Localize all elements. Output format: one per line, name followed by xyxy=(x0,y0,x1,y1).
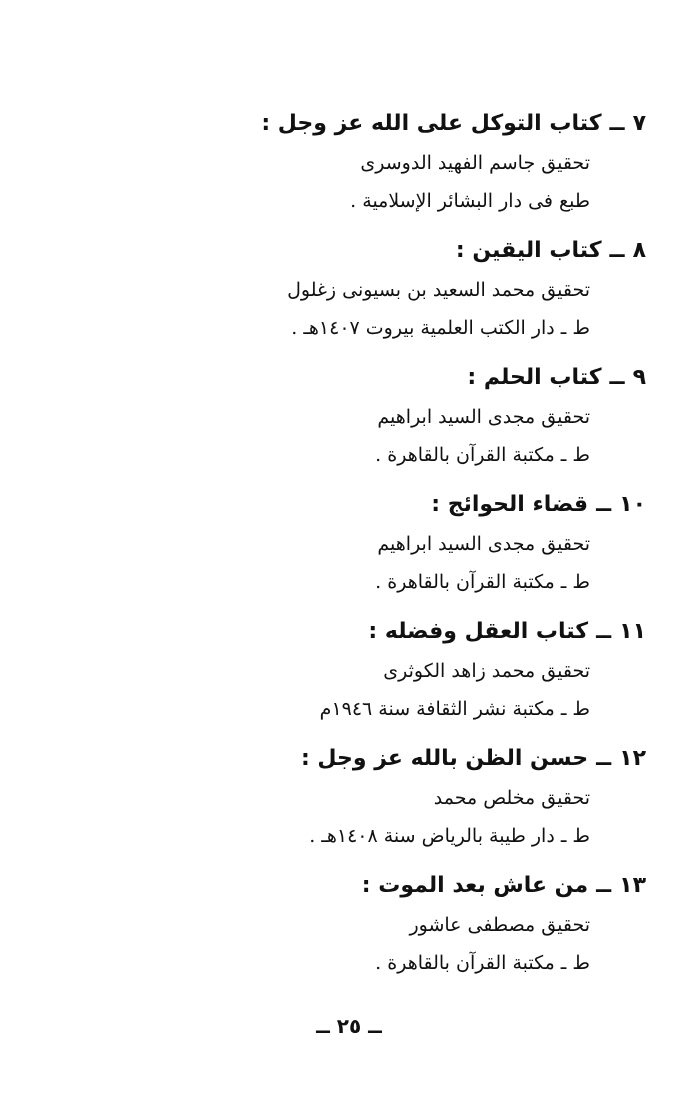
entry-title xyxy=(226,231,646,271)
entry-number: ٨ xyxy=(632,238,646,263)
entry-title xyxy=(226,358,646,398)
entry-editor: تحقيق محمد السعيد بن بسيونى زغلول xyxy=(287,279,590,301)
list-item xyxy=(226,866,646,982)
entry-editor: تحقيق مجدى السيد ابراهيم xyxy=(377,406,590,428)
entry-number: ١٣ xyxy=(619,873,646,898)
entry-title-text: من عاش بعد الموت : xyxy=(361,873,589,898)
entry-title-text: قضاء الحوائج : xyxy=(431,492,589,517)
entry-editor: تحقيق محمد زاهد الكوثرى xyxy=(383,660,590,682)
entry-dash: ــ xyxy=(609,365,625,390)
list-item xyxy=(226,612,646,728)
entry-editor: تحقيق مجدى السيد ابراهيم xyxy=(377,533,590,555)
entry-publisher: طبع فى دار البشائر الإسلامية . xyxy=(350,190,590,212)
list-item xyxy=(226,231,646,347)
entry-publisher: ط ـ دار الكتب العلمية بيروت ١٤٠٧هـ . xyxy=(291,317,590,339)
entry-title xyxy=(226,612,646,652)
entry-dash: ــ xyxy=(609,238,625,263)
entry-title-text: كتاب اليقين : xyxy=(455,238,602,263)
entry-title xyxy=(226,739,646,779)
list-item xyxy=(226,485,646,601)
entry-title-text: كتاب التوكل على الله عز وجل : xyxy=(261,111,602,136)
entry-number: ١٢ xyxy=(619,746,646,771)
entry-publisher: ط ـ مكتبة القرآن بالقاهرة . xyxy=(375,444,590,466)
entry-dash: ــ xyxy=(609,111,625,136)
entry-number: ١١ xyxy=(619,619,646,644)
entry-editor: تحقيق مصطفى عاشور xyxy=(409,914,590,936)
entry-title-text: كتاب الحلم : xyxy=(467,365,602,390)
entry-publisher: ط ـ مكتبة القرآن بالقاهرة . xyxy=(375,952,590,974)
entry-title xyxy=(226,485,646,525)
entry-number: ٧ xyxy=(632,111,646,136)
entry-title-text: كتاب العقل وفضله : xyxy=(368,619,589,644)
entry-publisher: ط ـ مكتبة القرآن بالقاهرة . xyxy=(375,571,590,593)
entry-publisher: ط ـ مكتبة نشر الثقافة سنة ١٩٤٦م xyxy=(319,698,590,720)
entry-dash: ــ xyxy=(596,492,612,517)
list-item xyxy=(226,104,646,220)
list-item xyxy=(226,358,646,474)
entry-title-text: حسن الظن بالله عز وجل : xyxy=(300,746,589,771)
list-item xyxy=(226,739,646,855)
entry-dash: ــ xyxy=(596,619,612,644)
entry-publisher: ط ـ دار طيبة بالرياض سنة ١٤٠٨هـ . xyxy=(309,825,590,847)
entry-dash: ــ xyxy=(596,873,612,898)
entry-title xyxy=(226,866,646,906)
entry-editor: تحقيق مخلص محمد xyxy=(433,787,590,809)
entry-number: ١٠ xyxy=(619,492,646,517)
entry-title xyxy=(226,104,646,144)
entry-editor: تحقيق جاسم الفهيد الدوسرى xyxy=(360,152,590,174)
entry-dash: ــ xyxy=(596,746,612,771)
entry-number: ٩ xyxy=(632,365,646,390)
page-number: ــ ٢٥ ــ xyxy=(316,1014,382,1038)
